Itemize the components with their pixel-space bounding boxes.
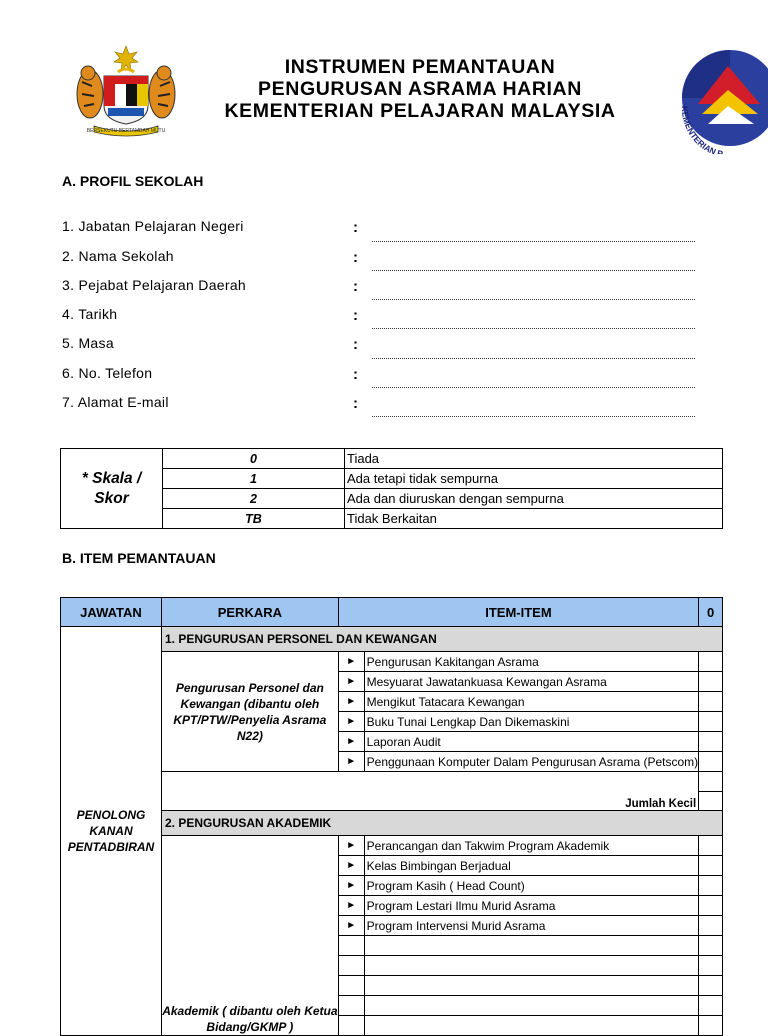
group-heading-2: 2. PENGURUSAN AKADEMIK — [161, 811, 722, 836]
perkara-line: Pengurusan Personel dan — [175, 680, 324, 695]
score-cell[interactable] — [699, 652, 723, 672]
bullet-arrow-icon: ► — [338, 836, 364, 856]
field-label-tarikh: 4. Tarikh — [62, 306, 118, 322]
subtotal-label: Jumlah Kecil — [161, 791, 698, 811]
col-items: ITEM-ITEM — [338, 598, 698, 627]
field-colon: : — [353, 278, 358, 295]
item-text: Mengikut Tatacara Kewangan — [364, 692, 699, 712]
svg-text:BERSEKUTU BERTAMBAH MUTU: BERSEKUTU BERTAMBAH MUTU — [86, 128, 166, 134]
score-cell[interactable] — [699, 692, 723, 712]
score-cell[interactable] — [699, 916, 723, 936]
col-score-0: 0 — [699, 598, 723, 627]
field-label-jabatan: 1. Jabatan Pelajaran Negeri — [62, 218, 244, 234]
field-label-nama-sekolah: 2. Nama Sekolah — [62, 248, 174, 264]
field-colon: : — [353, 336, 358, 353]
item-text: Penggunaan Komputer Dalam Pengurusan Asrama (Petscom) — [364, 752, 699, 772]
title-line-2: PENGURUSAN ASRAMA HARIAN — [258, 78, 582, 100]
bullet-arrow-icon: ► — [338, 916, 364, 936]
bullet-arrow-icon: ► — [338, 856, 364, 876]
item-text: Buku Tunai Lengkap Dan Dikemaskini — [364, 712, 699, 732]
field-colon: : — [353, 307, 358, 324]
scale-desc: Tiada — [345, 449, 723, 469]
field-label-telefon: 6. No. Telefon — [62, 365, 153, 381]
bullet-arrow-icon: ► — [338, 876, 364, 896]
jawatan-line: PENOLONG — [76, 808, 146, 822]
bullet-arrow-icon: ► — [338, 896, 364, 916]
col-perkara: PERKARA — [161, 598, 338, 627]
item-text: Perancangan dan Takwim Program Akademik — [364, 836, 699, 856]
item-text: Program Lestari Ilmu Murid Asrama — [364, 896, 699, 916]
scale-desc: Ada tetapi tidak sempurna — [345, 469, 723, 489]
score-cell[interactable] — [699, 772, 723, 792]
table-header-row — [61, 598, 723, 627]
section-b-heading: B. ITEM PEMANTAUAN — [62, 550, 216, 566]
item-text: Pengurusan Kakitangan Asrama — [364, 652, 699, 672]
perkara-line: Kewangan (dibantu oleh — [180, 696, 320, 711]
jawatan-line: KANAN — [89, 824, 133, 838]
logo-text: KEMENTERIAN P — [679, 105, 725, 154]
perkara-line: Bidang/GKMP ) — [206, 1020, 294, 1034]
score-cell[interactable] — [699, 712, 723, 732]
perkara-line: KPT/PTW/Penyelia Asrama N22) — [173, 712, 327, 743]
jawatan-cell — [61, 627, 162, 1036]
scale-label-line-2: Skor — [94, 489, 129, 507]
item-text: Program Intervensi Murid Asrama — [364, 916, 699, 936]
title-line-3: KEMENTERIAN PELAJARAN MALAYSIA — [224, 100, 616, 122]
perkara-line: Akademik ( dibantu oleh Ketua — [162, 1004, 338, 1018]
scale-desc: Tidak Berkaitan — [345, 509, 723, 529]
item-text: Program Kasih ( Head Count) — [364, 876, 699, 896]
score-cell[interactable] — [699, 732, 723, 752]
scale-code: TB — [163, 509, 345, 529]
blank-cell — [161, 772, 698, 792]
bullet-arrow-icon: ► — [338, 672, 364, 692]
scale-label-line-1: * Skala / — [81, 469, 142, 487]
item-text: Laporan Audit — [364, 732, 699, 752]
scale-desc: Ada dan diuruskan dengan sempurna — [345, 489, 723, 509]
scale-code: 2 — [163, 489, 345, 509]
field-colon: : — [353, 219, 358, 236]
score-cell[interactable] — [699, 876, 723, 896]
field-colon: : — [353, 395, 358, 412]
field-label-masa: 5. Masa — [62, 335, 114, 351]
scale-code: 0 — [163, 449, 345, 469]
bullet-arrow-icon: ► — [338, 732, 364, 752]
section-a-heading: A. PROFIL SEKOLAH — [62, 173, 204, 189]
perkara-cell-2 — [161, 836, 338, 1036]
field-label-pejabat: 3. Pejabat Pelajaran Daerah — [62, 277, 246, 293]
group-heading-1: 1. PENGURUSAN PERSONEL DAN KEWANGAN — [161, 627, 722, 652]
score-cell[interactable] — [699, 856, 723, 876]
subtotal-score-cell[interactable] — [699, 791, 723, 811]
score-cell[interactable] — [699, 896, 723, 916]
field-colon: : — [353, 366, 358, 383]
field-colon: : — [353, 249, 358, 266]
item-text: Kelas Bimbingan Berjadual — [364, 856, 699, 876]
perkara-cell-1 — [161, 652, 338, 772]
score-cell[interactable] — [699, 836, 723, 856]
item-text: Mesyuarat Jawatankuasa Kewangan Asrama — [364, 672, 699, 692]
bullet-arrow-icon: ► — [338, 752, 364, 772]
items-table — [60, 597, 723, 1036]
title-line-1: INSTRUMEN PEMANTAUAN — [284, 56, 556, 78]
score-cell[interactable] — [699, 752, 723, 772]
score-cell[interactable] — [699, 672, 723, 692]
scale-code: 1 — [163, 469, 345, 489]
bullet-arrow-icon: ► — [338, 692, 364, 712]
jawatan-line: PENTADBIRAN — [67, 840, 155, 854]
bullet-arrow-icon: ► — [338, 712, 364, 732]
col-jawatan: JAWATAN — [61, 598, 162, 627]
bullet-arrow-icon: ► — [338, 652, 364, 672]
field-label-email: 7. Alamat E-mail — [62, 394, 169, 410]
